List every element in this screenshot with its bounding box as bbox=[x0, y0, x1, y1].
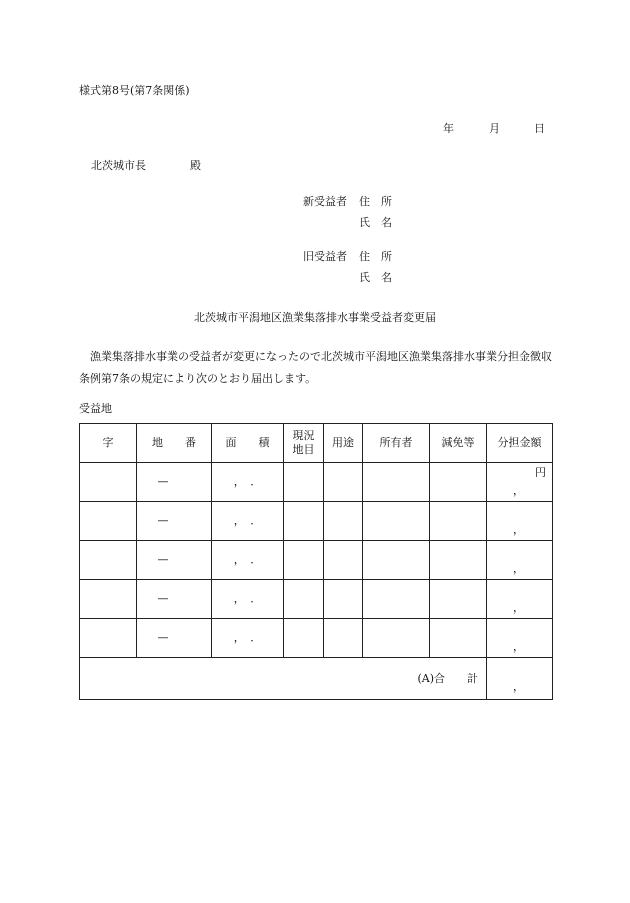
table-row bbox=[80, 580, 553, 619]
aza-cell[interactable] bbox=[80, 502, 137, 541]
header-exemption: 減免等 bbox=[430, 424, 487, 463]
area-cell[interactable]: ， ． bbox=[212, 463, 284, 502]
amount-separator: ， bbox=[513, 562, 524, 575]
charge-amount-cell[interactable] bbox=[487, 463, 553, 502]
owner-cell[interactable] bbox=[363, 463, 430, 502]
aza-cell[interactable] bbox=[80, 619, 137, 658]
charge-amount-cell[interactable] bbox=[487, 619, 553, 658]
usage-cell[interactable] bbox=[324, 463, 363, 502]
header-lot-number: 地 番 bbox=[137, 424, 212, 463]
amount-separator: ， bbox=[513, 640, 524, 653]
beneficiary-land-table bbox=[79, 423, 553, 700]
lot-number-cell[interactable]: — bbox=[137, 580, 212, 619]
total-prefix: (A) bbox=[417, 671, 434, 685]
date-line bbox=[443, 120, 545, 136]
exemption-cell[interactable] bbox=[430, 541, 487, 580]
owner-cell[interactable] bbox=[363, 619, 430, 658]
amount-separator: ， bbox=[513, 601, 524, 614]
section-label: 受益地 bbox=[79, 402, 112, 415]
exemption-cell[interactable] bbox=[430, 463, 487, 502]
old-beneficiary-label: 旧受益者 bbox=[303, 250, 347, 263]
owner-cell[interactable] bbox=[363, 580, 430, 619]
new-beneficiary-address-label: 住 所 bbox=[359, 195, 392, 208]
area-cell[interactable]: ， ． bbox=[212, 619, 284, 658]
addressee-name: 北茨城市長 bbox=[91, 159, 146, 172]
old-beneficiary-name-label: 氏 名 bbox=[359, 271, 392, 284]
charge-amount-cell[interactable] bbox=[487, 541, 553, 580]
owner-cell[interactable] bbox=[363, 502, 430, 541]
owner-cell[interactable] bbox=[363, 541, 430, 580]
amount-separator: ， bbox=[513, 680, 524, 693]
table-row bbox=[80, 502, 553, 541]
total-amount-cell[interactable] bbox=[487, 658, 553, 700]
old-beneficiary-address-label: 住 所 bbox=[359, 250, 392, 263]
form-number: 様式第8号(第7条関係) bbox=[79, 84, 190, 97]
land-category-cell[interactable] bbox=[284, 463, 324, 502]
lot-number-cell[interactable]: — bbox=[137, 463, 212, 502]
header-charge-amount: 分担金額 bbox=[487, 424, 553, 463]
land-category-cell[interactable] bbox=[284, 541, 324, 580]
lot-number-cell[interactable]: — bbox=[137, 619, 212, 658]
new-beneficiary-label: 新受益者 bbox=[303, 195, 347, 208]
header-land-category: 現況 地目 bbox=[284, 424, 324, 463]
amount-separator: ， bbox=[513, 484, 524, 497]
usage-cell[interactable] bbox=[324, 619, 363, 658]
exemption-cell[interactable] bbox=[430, 580, 487, 619]
exemption-cell[interactable] bbox=[430, 502, 487, 541]
date-day-label: 日 bbox=[534, 122, 545, 135]
header-aza: 字 bbox=[80, 424, 137, 463]
body-text: 漁業集落排水事業の受益者が変更になったので北茨城市平潟地区漁業集落排水事業分担金徴収条例第7条の規定により次のとおり届出します。 bbox=[79, 350, 552, 385]
charge-amount-cell[interactable] bbox=[487, 580, 553, 619]
area-cell[interactable]: ， ． bbox=[212, 502, 284, 541]
yen-unit-label: 円 bbox=[535, 466, 546, 479]
header-area: 面 積 bbox=[212, 424, 284, 463]
aza-cell[interactable] bbox=[80, 541, 137, 580]
land-category-cell[interactable] bbox=[284, 502, 324, 541]
land-category-cell[interactable] bbox=[284, 619, 324, 658]
new-beneficiary-name-label: 氏 名 bbox=[359, 216, 392, 229]
table-row bbox=[80, 463, 553, 502]
date-month-label: 月 bbox=[489, 122, 500, 135]
lot-number-cell[interactable]: — bbox=[137, 541, 212, 580]
charge-amount-cell[interactable] bbox=[487, 502, 553, 541]
area-cell[interactable]: ， ． bbox=[212, 541, 284, 580]
total-row bbox=[80, 658, 553, 700]
total-label-cell bbox=[80, 658, 487, 700]
table-row bbox=[80, 541, 553, 580]
lot-number-cell[interactable]: — bbox=[137, 502, 212, 541]
aza-cell[interactable] bbox=[80, 580, 137, 619]
table-row bbox=[80, 619, 553, 658]
date-year-label: 年 bbox=[443, 122, 454, 135]
usage-cell[interactable] bbox=[324, 541, 363, 580]
document-title: 北茨城市平潟地区漁業集落排水事業受益者変更届 bbox=[194, 311, 436, 324]
land-category-cell[interactable] bbox=[284, 580, 324, 619]
exemption-cell[interactable] bbox=[430, 619, 487, 658]
addressee bbox=[91, 157, 201, 173]
usage-cell[interactable] bbox=[324, 580, 363, 619]
aza-cell[interactable] bbox=[80, 463, 137, 502]
table-header-row bbox=[80, 424, 553, 463]
area-cell[interactable]: ， ． bbox=[212, 580, 284, 619]
amount-separator: ， bbox=[513, 523, 524, 536]
header-owner: 所有者 bbox=[363, 424, 430, 463]
usage-cell[interactable] bbox=[324, 502, 363, 541]
header-usage: 用途 bbox=[324, 424, 363, 463]
addressee-honorific: 殿 bbox=[190, 159, 201, 172]
total-label: 合 計 bbox=[434, 671, 478, 685]
